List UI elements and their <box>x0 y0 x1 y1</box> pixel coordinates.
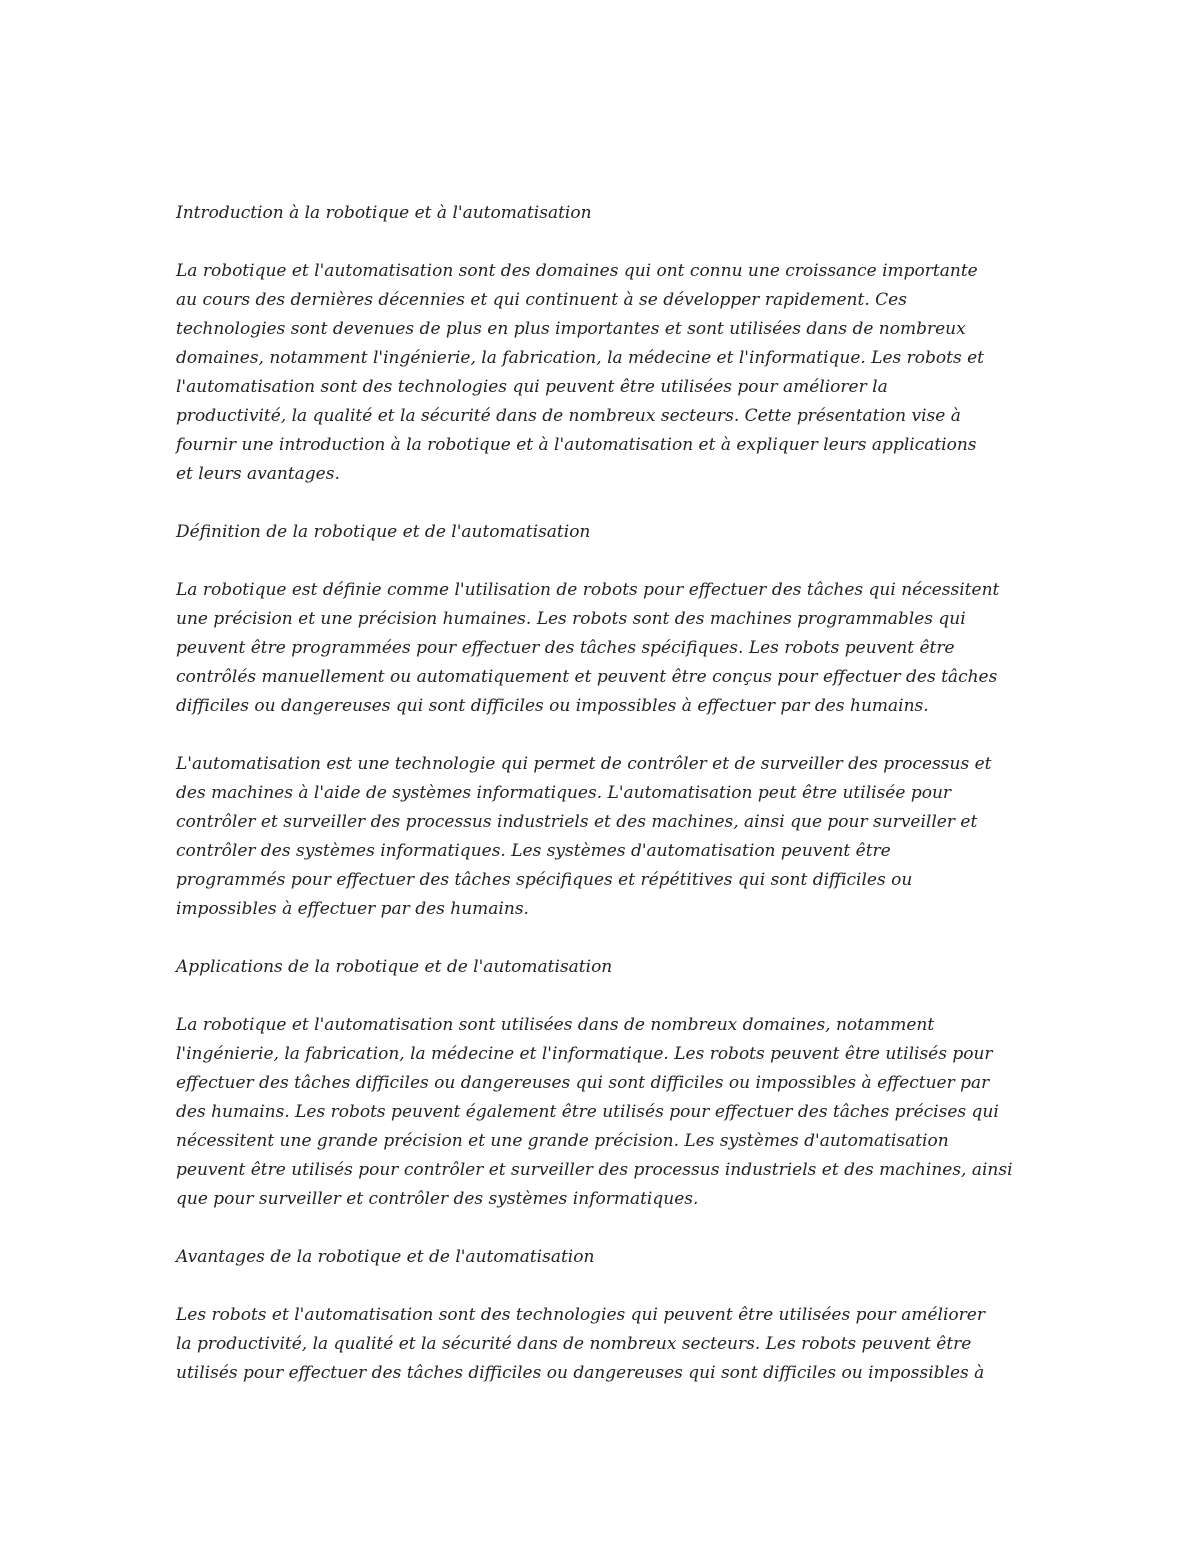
paragraph <box>176 1011 1026 1214</box>
paragraph-line: fournir une introduction à la robotique et à l'automatisation et à expliquer leurs applications <box>176 435 977 455</box>
section-heading <box>176 199 1026 228</box>
paragraph-line: domaines, notamment l'ingénierie, la fabrication, la médecine et l'informatique. Les robots et <box>176 348 985 368</box>
paragraph-line: La robotique et l'automatisation sont des domaines qui ont connu une croissance importante <box>176 261 978 281</box>
paragraph-line: peuvent être utilisés pour contrôler et surveiller des processus industriels et des machines, ainsi <box>176 1160 1013 1180</box>
paragraph-line: nécessitent une grande précision et une grande précision. Les systèmes d'automatisation <box>176 1131 949 1151</box>
paragraph-line: que pour surveiller et contrôler des systèmes informatiques. <box>176 1189 699 1209</box>
paragraph-spacer <box>176 489 1026 518</box>
paragraph-line: La robotique et l'automatisation sont utilisées dans de nombreux domaines, notamment <box>176 1015 935 1035</box>
paragraph <box>176 1301 1026 1388</box>
paragraph-line: la productivité, la qualité et la sécurité dans de nombreux secteurs. Les robots peuvent être <box>176 1334 972 1354</box>
section-heading <box>176 953 1026 982</box>
heading-text: Introduction à la robotique et à l'automatisation <box>176 203 592 223</box>
heading-text: Avantages de la robotique et de l'automatisation <box>176 1247 595 1267</box>
paragraph-line: peuvent être programmées pour effectuer des tâches spécifiques. Les robots peuvent être <box>176 638 955 658</box>
paragraph-spacer <box>176 547 1026 576</box>
paragraph-line: une précision et une précision humaines. Les robots sont des machines programmables qui <box>176 609 966 629</box>
paragraph-spacer <box>176 721 1026 750</box>
paragraph <box>176 576 1026 721</box>
paragraph-spacer <box>176 924 1026 953</box>
paragraph-line: contrôler et surveiller des processus industriels et des machines, ainsi que pour surveiller et <box>176 812 978 832</box>
paragraph-line: La robotique est définie comme l'utilisation de robots pour effectuer des tâches qui nécessitent <box>176 580 1000 600</box>
paragraph-line: au cours des dernières décennies et qui continuent à se développer rapidement. Ces <box>176 290 907 310</box>
paragraph-line: l'ingénierie, la fabrication, la médecine et l'informatique. Les robots peuvent être utilisés pour <box>176 1044 993 1064</box>
paragraph-line: difficiles ou dangereuses qui sont difficiles ou impossibles à effectuer par des humains. <box>176 696 929 716</box>
section-heading <box>176 518 1026 547</box>
paragraph-spacer <box>176 228 1026 257</box>
paragraph <box>176 750 1026 924</box>
paragraph-line: impossibles à effectuer par des humains. <box>176 899 529 919</box>
heading-text: Définition de la robotique et de l'automatisation <box>176 522 591 542</box>
paragraph-line: Les robots et l'automatisation sont des technologies qui peuvent être utilisées pour améliorer <box>176 1305 985 1325</box>
paragraph-line: contrôlés manuellement ou automatiquement et peuvent être conçus pour effectuer des tâches <box>176 667 998 687</box>
paragraph-line: et leurs avantages. <box>176 464 340 484</box>
paragraph-spacer <box>176 1272 1026 1301</box>
paragraph-line: des humains. Les robots peuvent également être utilisés pour effectuer des tâches précises qui <box>176 1102 999 1122</box>
paragraph-spacer <box>176 1214 1026 1243</box>
paragraph-line: contrôler des systèmes informatiques. Les systèmes d'automatisation peuvent être <box>176 841 891 861</box>
paragraph-line: effectuer des tâches difficiles ou dangereuses qui sont difficiles ou impossibles à effectuer par <box>176 1073 990 1093</box>
paragraph-line: l'automatisation sont des technologies qui peuvent être utilisées pour améliorer la <box>176 377 888 397</box>
paragraph-line: programmés pour effectuer des tâches spécifiques et répétitives qui sont difficiles ou <box>176 870 913 890</box>
paragraph-line: technologies sont devenues de plus en plus importantes et sont utilisées dans de nombreux <box>176 319 966 339</box>
section-heading <box>176 1243 1026 1272</box>
paragraph-spacer <box>176 982 1026 1011</box>
paragraph <box>176 257 1026 489</box>
document-body <box>176 199 1026 1388</box>
paragraph-line: productivité, la qualité et la sécurité dans de nombreux secteurs. Cette présentation vise à <box>176 406 961 426</box>
paragraph-line: L'automatisation est une technologie qui permet de contrôler et de surveiller des processus et <box>176 754 992 774</box>
paragraph-line: des machines à l'aide de systèmes informatiques. L'automatisation peut être utilisée pour <box>176 783 952 803</box>
heading-text: Applications de la robotique et de l'automatisation <box>176 957 613 977</box>
paragraph-line: utilisés pour effectuer des tâches difficiles ou dangereuses qui sont difficiles ou impossibles à <box>176 1363 985 1383</box>
